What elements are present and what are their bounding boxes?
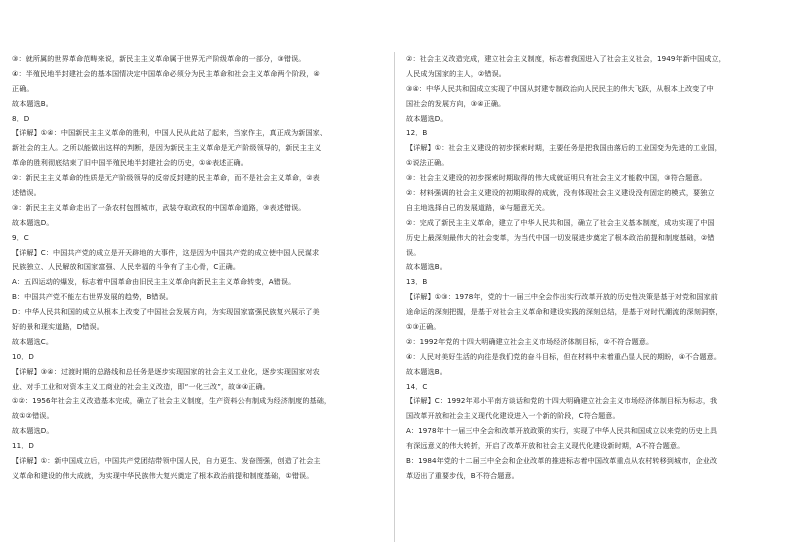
left-column-line: 8．D [12, 113, 30, 123]
right-column-line: 国改革开放和社会主义现代化建设进入一个新的阶段，C符合题意。 [406, 411, 620, 421]
left-column-line: 述错误。 [12, 188, 41, 198]
left-column-line: 【详解】C：中国共产党的成立是开天辟地的大事件，这是因为中国共产党的成立使中国人民谋求 [12, 247, 320, 257]
left-column-line: 民族独立、人民解放和国家富强、人民幸福的斗争有了主心骨，C正确。 [12, 262, 241, 272]
right-column-line: ③④：中华人民共和国成立实现了中国从封建专制政治向人民民主的伟大飞跃，从根本上改变了中 [406, 83, 714, 93]
left-column-line: ③：新民主主义革命走出了一条农村包围城市，武装夺取政权的中国革命道路，③表述错误。 [12, 202, 306, 212]
right-column-line: ②：材料强调的社会主义建设的初期取得的成就，没有体现社会主义建设没有固定的模式，要独立 [406, 188, 715, 198]
left-column-line: 正确。 [12, 83, 34, 93]
right-column-line: A：1978年十一届三中全会和改革开放政策的实行，实现了中华人民共和国成立以来党的历史上具 [406, 426, 718, 436]
left-column-line: 故本题选B。 [12, 98, 53, 108]
right-column-line: ②：完成了新民主主义革命，建立了中华人民共和国，确立了社会主义基本制度，成功实现了中国 [406, 217, 715, 227]
right-column-line: 途命运的深刻把握，是基于对社会主义革命和建设实践的深刻总结，是基于对时代潮流的深刻洞察， [406, 307, 723, 317]
right-column-line: ②：1992年党的十四大明确建立社会主义市场经济体制目标，②不符合题意。 [406, 336, 654, 346]
right-column-line: 革迈出了重要步伐，B不符合题意。 [406, 470, 519, 480]
left-column-line: 好的景和现实道路，D错误。 [12, 322, 104, 332]
right-column-line: 国社会的发展方向，③④正确。 [406, 98, 506, 108]
right-column-line: 历史上最深刻最伟大的社会变革，为当代中国一切发展进步奠定了根本政治前提和制度基础，②错 [406, 232, 715, 242]
left-column-line: 故本题选D。 [12, 426, 54, 436]
right-column-line: 自主地选择自己的发展道路，④与题意无关。 [406, 202, 550, 212]
left-column-line: ④：半殖民地半封建社会的基本国情决定中国革命必须分为民主革命和社会主义革命两个阶段，④ [12, 68, 320, 78]
left-column-line: ②：新民主主义革命的性质是无产阶级领导的反帝反封建的民主革命，而不是社会主义革命，②表 [12, 173, 320, 183]
left-column-line: 革命的胜利彻底结束了旧中国半殖民地半封建社会的历史，①④表述正确。 [12, 158, 248, 168]
right-column-line: B：1984年党的十二届三中全会和企业改革的推进标志着中国改革重点从农村转移到城市，企业改 [406, 456, 718, 466]
left-column-line: 10．D [12, 351, 34, 361]
left-column-line: 11．D [12, 441, 34, 451]
right-column-line: 【详解】①：社会主义建设的初步探索时期，主要任务是把我国由落后的工业国变为先进的工业国， [406, 143, 722, 153]
left-column-line: ①②：1956年社会主义改造基本完成，确立了社会主义制度，生产资料公有制成为经济制度的基础， [12, 396, 332, 406]
right-column-line: 误。 [406, 247, 421, 257]
right-column-line: 人民成为国家的主人，②错误。 [406, 68, 506, 78]
right-column-line: ②：社会主义改造完成，建立社会主义制度，标志着我国进入了社会主义社会，1949年新中国成立， [406, 54, 726, 63]
right-column-line: 故本题选B。 [406, 366, 447, 376]
left-column-line: ③：就所属的世界革命范畴来说，新民主主义革命属于世界无产阶级革命的一部分，③错误。 [12, 54, 306, 63]
left-column-line: 9．C [12, 232, 29, 242]
right-column-line: 故本题选D。 [406, 113, 448, 123]
right-column [402, 52, 785, 542]
right-column-line: 12．B [406, 128, 428, 138]
left-column-line: 新社会的主人。之所以能做出这样的判断，是因为新民主主义革命是无产阶级领导的，新民主主义 [12, 143, 322, 153]
right-column-line: ③：社会主义建设的初步探索时期取得的伟大成就证明只有社会主义才能救中国，③符合题意。 [406, 173, 707, 183]
left-column-line: D：中华人民共和国的成立从根本上改变了中国社会发展方向，为实现国家富强民族复兴展示了美 [12, 307, 320, 317]
right-column-line: 13．B [406, 277, 428, 287]
left-column-line: 业、对手工业和对资本主义工商业的社会主义改造，即“一化三改”，故③④正确。 [12, 381, 270, 391]
right-column-line: 故本题选B。 [406, 262, 447, 272]
right-column-line: ①说法正确。 [406, 158, 449, 168]
left-column-line: 故①②错误。 [12, 411, 54, 421]
left-column [12, 52, 395, 542]
left-column-line: 故本题选C。 [12, 336, 54, 346]
right-column-line: 有深远意义的伟大转折，开启了改革开放和社会主义现代化建设新时期，A不符合题意。 [406, 441, 685, 451]
right-column-line: 【详解】①③：1978年，党的十一届三中全会作出实行改革开放的历史性决策是基于对党和国家前 [406, 292, 718, 302]
right-column-line: ④：人民对美好生活的向往是我们党的奋斗目标，但在材料中未着重凸显人民的期盼，④不合题意。 [406, 351, 722, 361]
left-column-line: 【详解】③④：过渡时期的总路线和总任务是逐步实现国家的社会主义工业化，逐步实现国家对农 [12, 366, 320, 376]
left-column-line: 【详解】①：新中国成立后，中国共产党团结带领中国人民，自力更生、发奋图强，创造了社会主 [12, 456, 321, 466]
right-column-line: 【详解】C：1992年邓小平南方谈话和党的十四大明确建立社会主义市场经济体制目标为标志，我 [406, 396, 718, 406]
left-column-line: A：五四运动的爆发，标志着中国革命由旧民主主义革命向新民主主义革命转变，A错误。 [12, 277, 296, 287]
right-column-line: ①③正确。 [406, 322, 441, 332]
right-column-line: 14．C [406, 381, 428, 391]
left-column-line: 义革命和建设的伟大成就，为实现中华民族伟大复兴奠定了根本政治前提和制度基础，①错误。 [12, 470, 314, 480]
left-column-line: B：中国共产党不能左右世界发展的趋势，B错误。 [12, 292, 174, 302]
left-column-line: 【详解】①④：中国新民主主义革命的胜利，中国人民从此站了起来，当家作主，真正成为新国家、 [12, 128, 328, 138]
left-column-line: 故本题选D。 [12, 217, 54, 227]
